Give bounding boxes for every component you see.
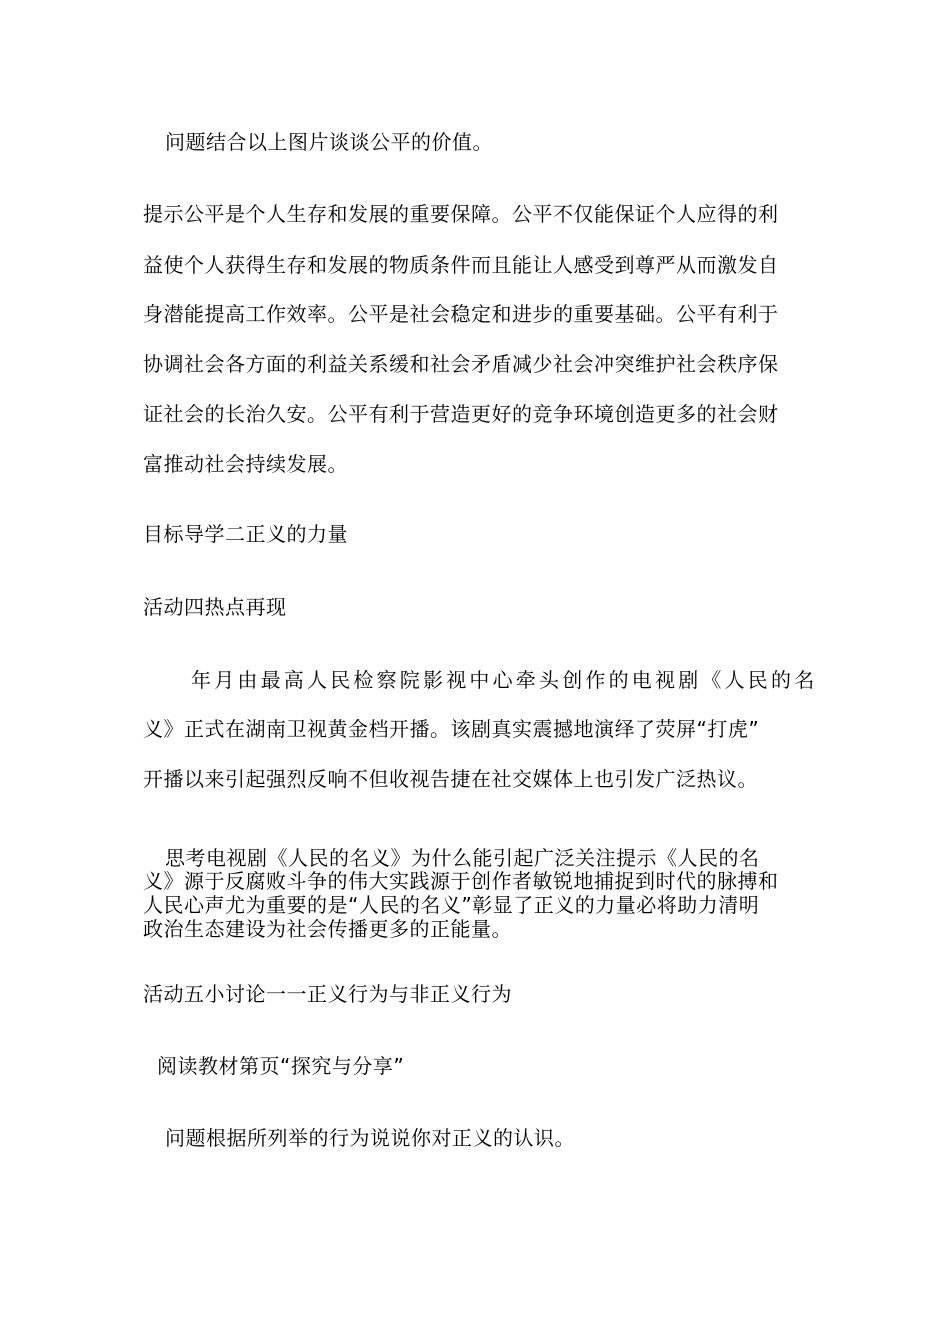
think-line-2: 义》源于反腐败斗争的伟大实践源于创作者敏锐地捕捉到时代的脉搏和 — [143, 869, 779, 893]
question-justice: 问题根据所列举的行为说说你对正义的认识。 — [165, 1126, 575, 1150]
activity-four-heading: 活动四热点再现 — [143, 595, 287, 619]
goal-heading: 目标导学二正义的力量 — [143, 522, 348, 546]
news-line-3: 开播以来引起强烈反响不但收视告捷在社交媒体上也引发广泛热议。 — [143, 767, 758, 791]
think-line-1: 思考电视剧《人民的名义》为什么能引起广泛关注提示《人民的名 — [165, 846, 760, 870]
activity-five-heading: 活动五小讨论一一正义行为与非正义行为 — [143, 982, 512, 1006]
news-line-1: 年月由最高人民检察院影视中心牵头创作的电视剧《人民的名 — [191, 668, 818, 692]
question-fairness-value: 问题结合以上图片谈谈公平的价值。 — [165, 130, 493, 154]
hint-line-4: 协调社会各方面的利益关系缓和社会矛盾减少社会冲突维护社会秩序保 — [143, 352, 779, 376]
think-line-4: 政治生态建设为社会传播更多的正能量。 — [143, 917, 512, 941]
reading-instruction: 阅读教材第页“探究与分享” — [157, 1054, 405, 1078]
hint-line-2: 益使个人获得生存和发展的物质条件而且能让人感受到尊严从而激发自 — [143, 253, 779, 277]
news-line-2: 义》正式在湖南卫视黄金档开播。该剧真实震撼地演绎了荧屏“打虎” — [143, 717, 760, 741]
hint-line-6: 富推动社会持续发展。 — [143, 452, 348, 476]
hint-line-1: 提示公平是个人生存和发展的重要保障。公平不仅能保证个人应得的利 — [143, 202, 779, 226]
hint-line-5: 证社会的长治久安。公平有利于营造更好的竞争环境创造更多的社会财 — [143, 402, 779, 426]
hint-line-3: 身潜能提高工作效率。公平是社会稳定和进步的重要基础。公平有利于 — [143, 302, 779, 326]
think-line-3: 人民心声尤为重要的是“人民的名义”彰显了正义的力量必将助力清明 — [143, 893, 760, 917]
